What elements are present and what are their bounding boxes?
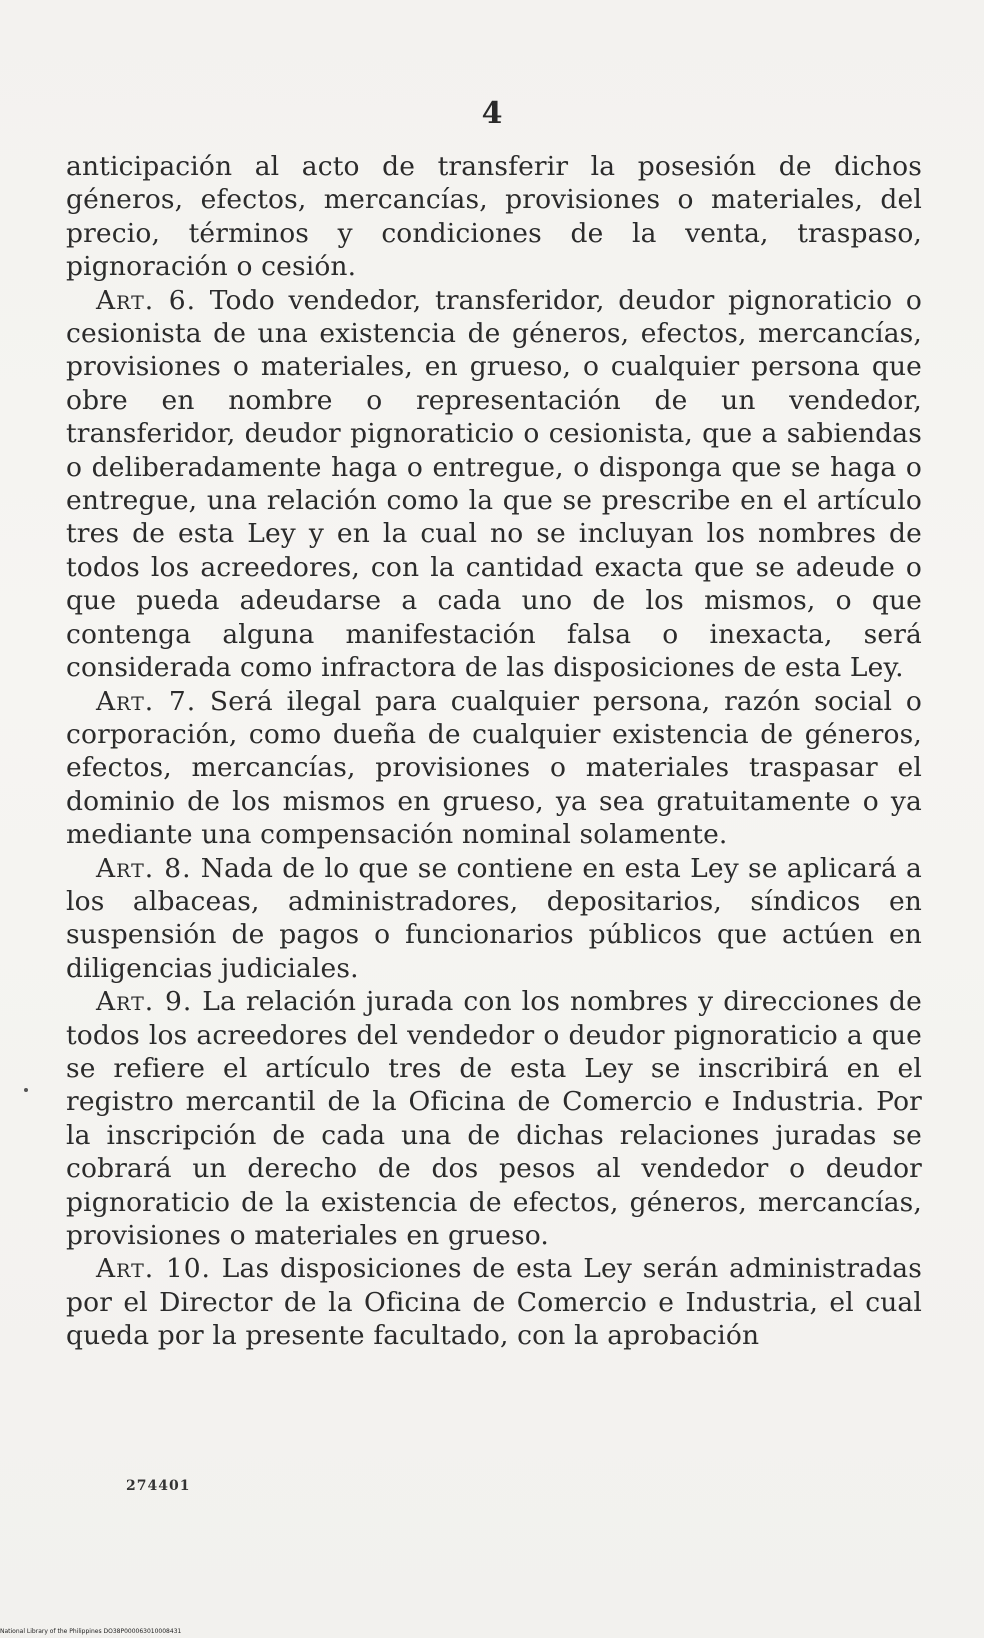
article-9-label: Art. 9. xyxy=(96,986,193,1018)
article-9-text: La relación jurada con los nombres y direcciones de todos los acreedores del vendedor o deudor pignoraticio a que se refiere el artículo tres de esta Ley se inscribirá en el registro mercantil de la Oficina de Comercio e Industria. Por la inscripción de cada una de dichas relaciones juradas se cobrará un derecho de dos pesos al vendedor o deudor pignoraticio de la existencia de efectos, géneros, mercancías, provisiones o materiales en grueso. xyxy=(66,986,922,1251)
body-text xyxy=(66,150,922,1353)
print-code: 274401 xyxy=(126,1478,191,1494)
page-number: 4 xyxy=(481,96,503,131)
article-7-text: Será ilegal para cualquier persona, razón social o corporación, como dueña de cualquier existencia de géneros, efectos, mercancías, provisiones o materiales traspasar el dominio de los mismos en grueso, ya sea gratuitamente o ya mediante una compensación nominal solamente. xyxy=(66,685,922,851)
article-10-label: Art. 10. xyxy=(96,1253,211,1285)
article-9 xyxy=(66,985,922,1252)
article-10-text: Las disposiciones de esta Ley serán administradas por el Director de la Oficina de Comercio e Industria, el cual queda por la presente facultado, con la aprobación xyxy=(66,1253,923,1352)
margin-mark xyxy=(24,1088,28,1092)
footer-watermark: National Library of the Philippines DO38P000063010008431 xyxy=(0,1628,182,1635)
paragraph-continuation: anticipación al acto de transferir la posesión de dichos géneros, efectos, mercancías, provisiones o materiales, del precio, términos y condiciones de la venta, traspaso, pignoración o cesión. xyxy=(66,151,922,283)
article-6 xyxy=(66,284,922,685)
article-6-label: Art. 6. xyxy=(96,284,197,316)
article-8 xyxy=(66,852,922,986)
article-7 xyxy=(66,685,922,852)
article-10 xyxy=(66,1252,922,1352)
article-7-label: Art. 7. xyxy=(96,685,197,717)
article-8-label: Art. 8. xyxy=(96,852,192,884)
article-6-text: Todo vendedor, transferidor, deudor pignoraticio o cesionista de una existencia de géneros, efectos, mercancías, provisiones o materiales, en grueso, o cualquier persona que obre en nombre o representación de un vendedor, transferidor, deudor pignoraticio o cesionista, que a sabiendas o deliberadamente haga o entregue, o disponga que se haga o entregue, una relación como la que se prescribe en el artículo tres de esta Ley y en la cual no se incluyan los nombres de todos los acreedores, con la cantidad exacta que se adeude o que pueda adeudarse a cada uno de los mismos, o que contenga alguna manifestación falsa o inexacta, será considerada como infractora de las disposiciones de esta Ley. xyxy=(66,284,922,684)
article-8-text: Nada de lo que se contiene en esta Ley se aplicará a los albaceas, administradores, depositarios, síndicos en suspensión de pagos o funcionarios públicos que actúen en diligencias judiciales. xyxy=(66,852,922,984)
